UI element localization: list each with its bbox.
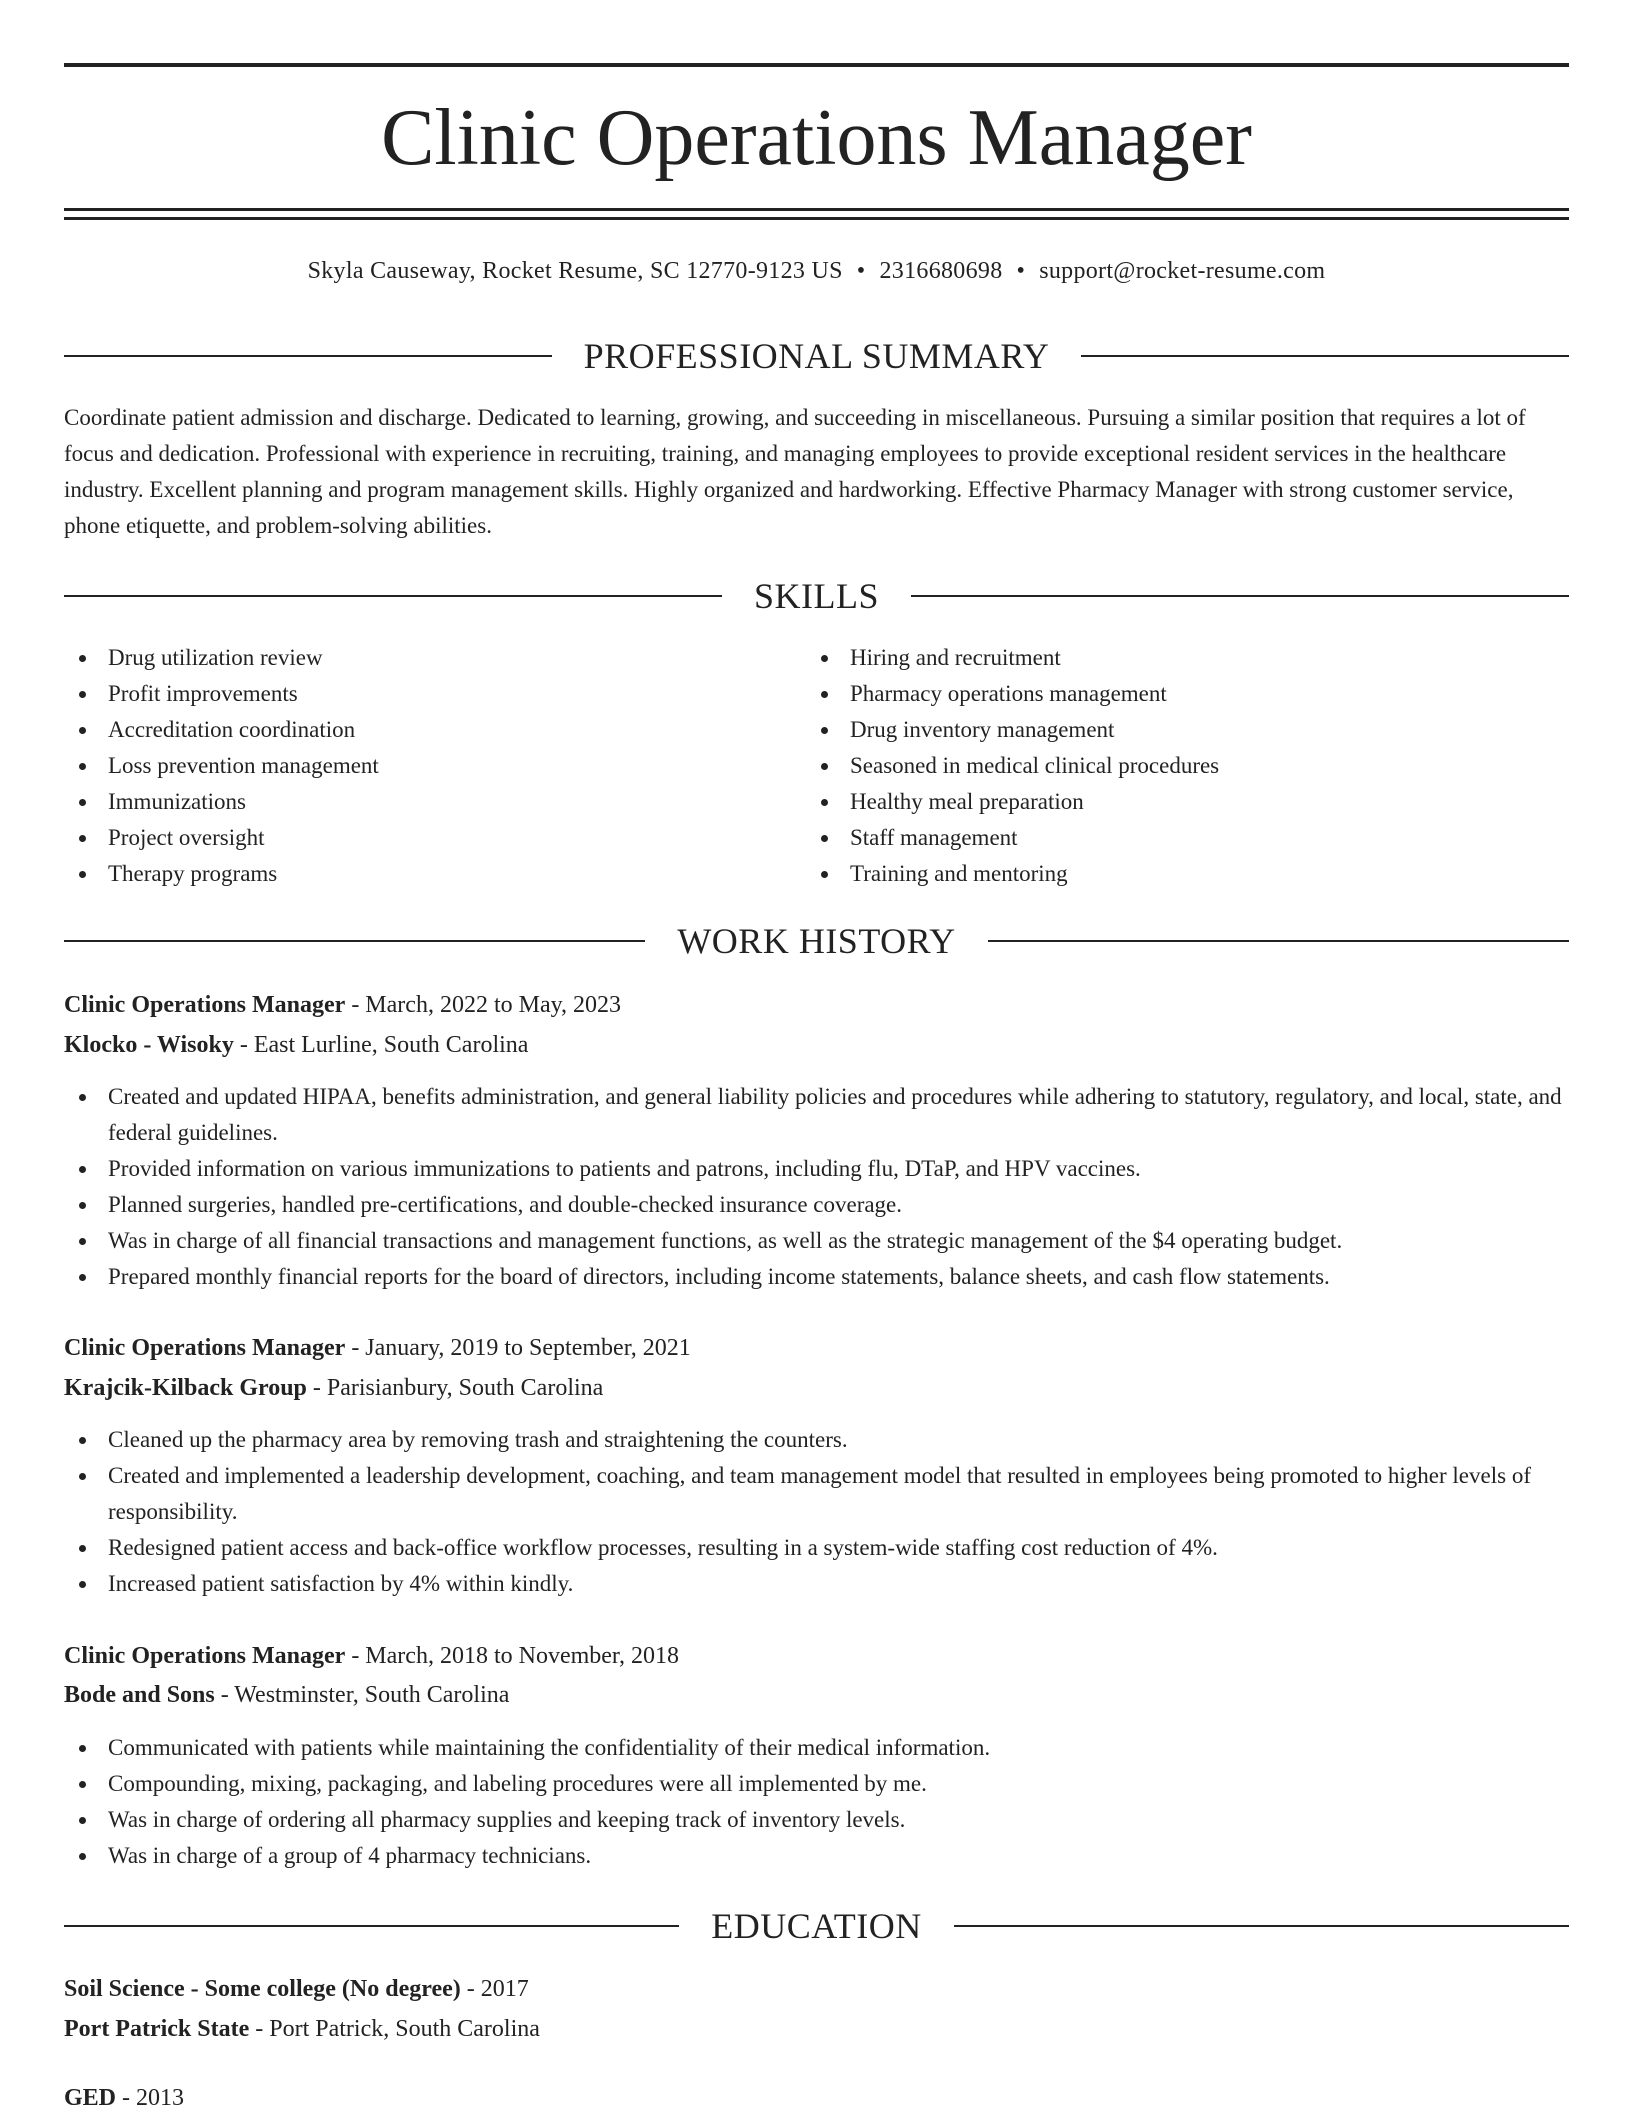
- job-bullet: Created and implemented a leadership development, coaching, and team management model that resulted in employees being promoted to higher levels of responsibility.: [64, 1458, 1569, 1530]
- education-year: - 2013: [116, 2085, 185, 2111]
- job-title-line: [64, 1638, 1569, 1674]
- section-title: SKILLS: [754, 576, 880, 616]
- skill-item: Drug utilization review: [64, 640, 764, 676]
- job-dates: - March, 2018 to November, 2018: [345, 1643, 679, 1669]
- education-year: - 2017: [460, 1976, 529, 2002]
- job-company-line: [64, 1027, 1569, 1063]
- education-degree-line: [64, 2080, 1569, 2116]
- top-rule: [64, 63, 1569, 67]
- job-title: Clinic Operations Manager: [64, 1335, 346, 1361]
- title-double-rule: [64, 208, 1569, 220]
- divider: [988, 940, 1569, 942]
- skill-item: Seasoned in medical clinical procedures: [806, 748, 1506, 784]
- skill-item: Pharmacy operations management: [806, 676, 1506, 712]
- contact-separator: •: [856, 258, 866, 284]
- education-location: - Port Patrick, South Carolina: [249, 2016, 540, 2042]
- job-bullet: Created and updated HIPAA, benefits administration, and general liability policies and procedures while adhering to statutory, regulatory, and local, state, and federal guidelines.: [64, 1079, 1569, 1151]
- job-bullet: Was in charge of a group of 4 pharmacy technicians.: [64, 1838, 1569, 1874]
- job-bullet: Prepared monthly financial reports for the board of directors, including income statements, balance sheets, and cash flow statements.: [64, 1259, 1569, 1295]
- divider: [1081, 355, 1569, 357]
- divider: [64, 595, 722, 597]
- skills-list-left: [64, 640, 764, 892]
- job-bullets: [64, 1079, 1569, 1295]
- job-bullets: [64, 1730, 1569, 1874]
- job-bullet: Increased patient satisfaction by 4% within kindly.: [64, 1566, 1569, 1602]
- education-school: Port Patrick State: [64, 2016, 250, 2042]
- section-title: EDUCATION: [711, 1906, 922, 1946]
- divider: [954, 1925, 1569, 1927]
- job-title-line: [64, 1330, 1569, 1366]
- resume-title: Clinic Operations Manager: [381, 94, 1252, 182]
- job-bullet: Communicated with patients while maintaining the confidentiality of their medical information.: [64, 1730, 1569, 1766]
- contact-address: Skyla Causeway, Rocket Resume, SC 12770-9123 US: [307, 258, 843, 284]
- job-company: Bode and Sons: [64, 1682, 215, 1708]
- skill-item: Immunizations: [64, 784, 764, 820]
- skills-list-right: [806, 640, 1506, 892]
- job-location: - Westminster, South Carolina: [214, 1682, 510, 1708]
- section-header-skills: [64, 574, 1569, 618]
- job-location: - East Lurline, South Carolina: [233, 1032, 529, 1058]
- job-company: Klocko - Wisoky: [64, 1032, 234, 1058]
- job-bullet: Planned surgeries, handled pre-certifications, and double-checked insurance coverage.: [64, 1187, 1569, 1223]
- section-title: WORK HISTORY: [677, 921, 956, 961]
- skill-item: Accreditation coordination: [64, 712, 764, 748]
- section-title: PROFESSIONAL SUMMARY: [583, 336, 1050, 376]
- skill-item: Staff management: [806, 820, 1506, 856]
- job-bullet: Was in charge of all financial transactions and management functions, as well as the strategic management of the $4 operating budget.: [64, 1223, 1569, 1259]
- summary-text: Coordinate patient admission and discharge. Dedicated to learning, growing, and succeeding in miscellaneous. Pursuing a similar position that requires a lot of focus and dedication. Professional with experience in recruiting, training, and managing employees to provide exceptional resident services in the healthcare industry. Excellent planning and program management skills. Highly organized and hardworking. Effective Pharmacy Manager with strong customer service, phone etiquette, and problem-solving abilities.: [64, 405, 1526, 538]
- contact-separator: •: [1016, 258, 1026, 284]
- divider: [64, 1925, 679, 1927]
- job-title-line: [64, 987, 1569, 1023]
- skill-item: Healthy meal preparation: [806, 784, 1506, 820]
- divider: [64, 940, 645, 942]
- job-bullet: Cleaned up the pharmacy area by removing trash and straightening the counters.: [64, 1422, 1569, 1458]
- skill-item: Profit improvements: [64, 676, 764, 712]
- job-title: Clinic Operations Manager: [64, 992, 346, 1018]
- job-bullet: Redesigned patient access and back-office workflow processes, resulting in a system-wide staffing cost reduction of 4%.: [64, 1530, 1569, 1566]
- job-company-line: [64, 1677, 1569, 1713]
- job-bullets: [64, 1422, 1569, 1602]
- job-bullet: Was in charge of ordering all pharmacy supplies and keeping track of inventory levels.: [64, 1802, 1569, 1838]
- job-dates: - January, 2019 to September, 2021: [345, 1335, 691, 1361]
- education-degree: Soil Science - Some college (No degree): [64, 1976, 461, 2002]
- job-bullet: Provided information on various immunizations to patients and patrons, including flu, DTaP, and HPV vaccines.: [64, 1151, 1569, 1187]
- skill-item: Project oversight: [64, 820, 764, 856]
- section-header-work: [64, 919, 1569, 963]
- education-school-line: [64, 2011, 1569, 2047]
- divider: [64, 355, 552, 357]
- job-location: - Parisianbury, South Carolina: [306, 1375, 604, 1401]
- job-dates: - March, 2022 to May, 2023: [345, 992, 622, 1018]
- divider: [911, 595, 1569, 597]
- contact-line: [64, 254, 1569, 288]
- contact-email: support@rocket-resume.com: [1039, 258, 1326, 284]
- job-bullet: Compounding, mixing, packaging, and labeling procedures were all implemented by me.: [64, 1766, 1569, 1802]
- job-title: Clinic Operations Manager: [64, 1643, 346, 1669]
- job-company: Krajcik-Kilback Group: [64, 1375, 307, 1401]
- education-degree-line: [64, 1971, 1569, 2007]
- section-header-summary: [64, 334, 1569, 378]
- contact-phone: 2316680698: [879, 258, 1003, 284]
- education-degree: GED: [64, 2085, 117, 2111]
- skill-item: Training and mentoring: [806, 856, 1506, 892]
- skill-item: Hiring and recruitment: [806, 640, 1506, 676]
- skill-item: Drug inventory management: [806, 712, 1506, 748]
- section-header-education: [64, 1904, 1569, 1948]
- job-company-line: [64, 1370, 1569, 1406]
- skill-item: Loss prevention management: [64, 748, 764, 784]
- skill-item: Therapy programs: [64, 856, 764, 892]
